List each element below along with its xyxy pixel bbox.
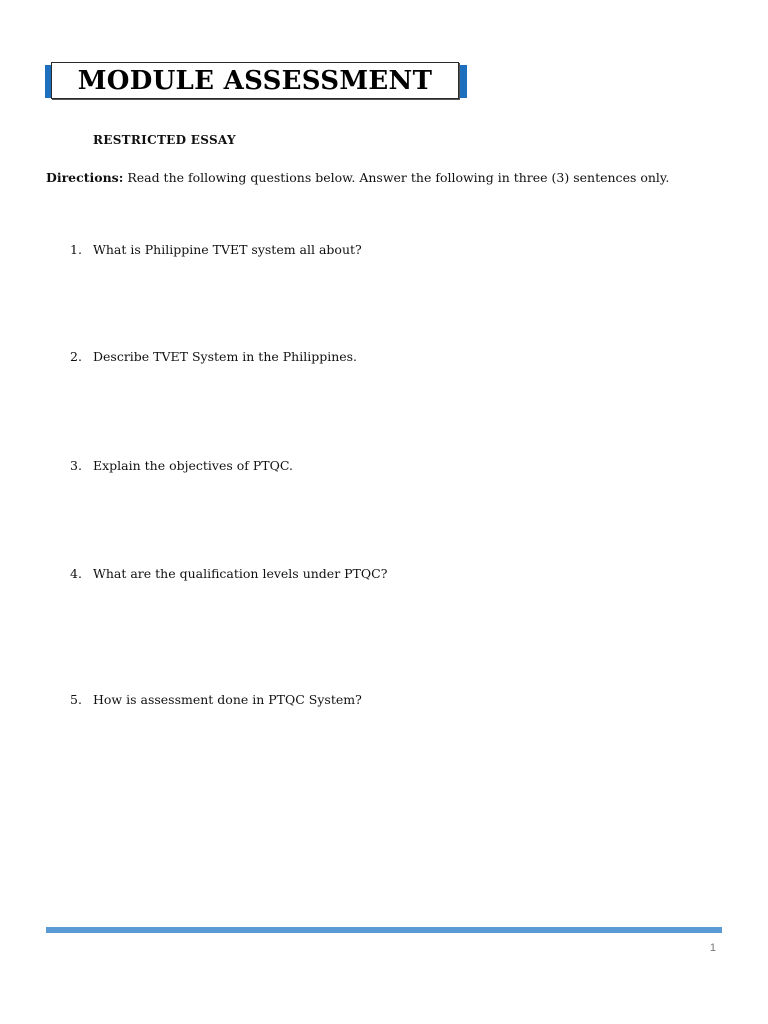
- question-text: Explain the objectives of PTQC.: [93, 458, 293, 473]
- title-banner: [45, 62, 467, 99]
- title-accent-right: [458, 65, 467, 98]
- question-item: [70, 242, 362, 257]
- question-number: 2.: [70, 349, 82, 364]
- question-text: How is assessment done in PTQC System?: [93, 692, 362, 707]
- question-number: 5.: [70, 692, 82, 707]
- directions-label: Directions:: [46, 170, 124, 185]
- question-item: [70, 458, 293, 473]
- section-heading: RESTRICTED ESSAY: [93, 133, 236, 147]
- question-number: 3.: [70, 458, 82, 473]
- page-title: MODULE ASSESSMENT: [77, 65, 433, 96]
- question-text: What are the qualification levels under PTQC?: [93, 566, 388, 581]
- question-item: [70, 566, 387, 581]
- title-box: [51, 62, 459, 99]
- page-number: 1: [709, 942, 716, 954]
- question-text: What is Philippine TVET system all about?: [93, 242, 362, 257]
- question-number: 1.: [70, 242, 82, 257]
- question-number: 4.: [70, 566, 82, 581]
- question-text: Describe TVET System in the Philippines.: [93, 349, 358, 364]
- directions-text: Read the following questions below. Answer the following in three (3) sentences only.: [123, 170, 670, 185]
- question-item: [70, 349, 357, 364]
- question-item: [70, 692, 362, 707]
- directions: [46, 170, 736, 185]
- footer-rule: [46, 927, 722, 933]
